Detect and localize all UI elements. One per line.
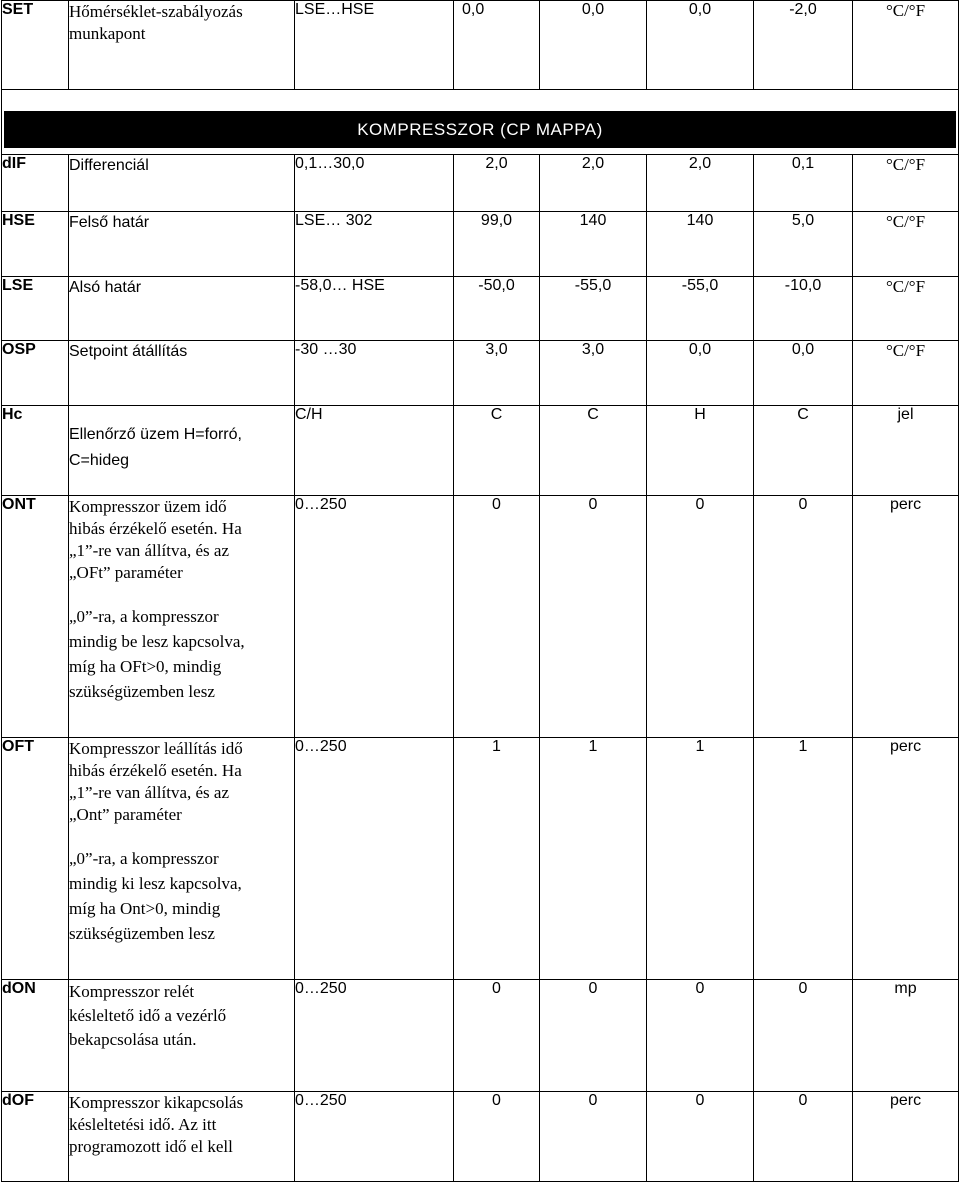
param-value-4: 0: [754, 496, 853, 738]
param-code: OFT: [2, 738, 69, 980]
param-code: Hc: [2, 406, 69, 496]
param-unit: mp: [853, 980, 959, 1092]
param-value-1: 1: [454, 738, 540, 980]
param-value-4: 5,0: [754, 212, 853, 277]
param-code: dON: [2, 980, 69, 1092]
param-value-2: 2,0: [540, 155, 647, 212]
param-description: Kompresszor kikapcsolás késleltetési idő. Az itt programozott idő el kell: [69, 1092, 295, 1182]
param-range: 0,1…30,0: [295, 155, 454, 212]
param-value-1: 99,0: [454, 212, 540, 277]
table-row: [2, 406, 959, 496]
param-code: HSE: [2, 212, 69, 277]
param-value-2: 3,0: [540, 341, 647, 406]
param-value-3: 0: [647, 496, 754, 738]
param-unit: jel: [853, 406, 959, 496]
param-value-2: 0,0: [540, 1, 647, 90]
param-value-3: 140: [647, 212, 754, 277]
param-range: -58,0… HSE: [295, 277, 454, 341]
table-row: [2, 1, 959, 90]
param-range: 0…250: [295, 738, 454, 980]
param-description: Alsó határ: [69, 277, 295, 341]
param-unit: perc: [853, 496, 959, 738]
param-unit: °C/°F: [853, 277, 959, 341]
param-value-1: 2,0: [454, 155, 540, 212]
param-value-4: 0: [754, 1092, 853, 1182]
param-range: 0…250: [295, 496, 454, 738]
param-value-3: 0,0: [647, 1, 754, 90]
param-description: Setpoint átállítás: [69, 341, 295, 406]
param-value-3: 0,0: [647, 341, 754, 406]
param-unit: °C/°F: [853, 212, 959, 277]
param-range: 0…250: [295, 980, 454, 1092]
param-value-4: -10,0: [754, 277, 853, 341]
param-description: Ellenőrző üzem H=forró, C=hideg: [69, 406, 295, 496]
table-row: [2, 212, 959, 277]
param-code: dIF: [2, 155, 69, 212]
parameter-table: [1, 0, 959, 1182]
param-value-2: C: [540, 406, 647, 496]
table-row: [2, 277, 959, 341]
table-row: [2, 1092, 959, 1182]
param-value-2: 1: [540, 738, 647, 980]
param-range: C/H: [295, 406, 454, 496]
param-value-4: 0,1: [754, 155, 853, 212]
param-value-4: -2,0: [754, 1, 853, 90]
table-row: [2, 341, 959, 406]
param-range: LSE…HSE: [295, 1, 454, 90]
param-description: Hőmérséklet-szabályozás munkapont: [69, 1, 295, 90]
param-value-2: 0: [540, 1092, 647, 1182]
table-row: [2, 980, 959, 1092]
table-row: [2, 155, 959, 212]
param-value-2: 0: [540, 980, 647, 1092]
table-row: [2, 496, 959, 738]
param-value-3: -55,0: [647, 277, 754, 341]
param-code: OSP: [2, 341, 69, 406]
param-value-1: 0: [454, 1092, 540, 1182]
param-description: Kompresszor üzem idő hibás érzékelő esetén. Ha „1”-re van állítva, és az „OFt” paraméter „0”-ra, a kompresszor mindig be lesz kapcsolva, míg ha OFt>0, mindig szükségüzemben lesz: [69, 496, 295, 738]
param-value-1: -50,0: [454, 277, 540, 341]
param-unit: perc: [853, 738, 959, 980]
param-value-3: 2,0: [647, 155, 754, 212]
param-value-1: C: [454, 406, 540, 496]
param-value-1: 0,0: [454, 1, 540, 90]
param-unit: perc: [853, 1092, 959, 1182]
table-row: [2, 738, 959, 980]
param-unit: °C/°F: [853, 155, 959, 212]
param-value-4: 1: [754, 738, 853, 980]
section-header-row: [2, 90, 959, 155]
param-range: 0…250: [295, 1092, 454, 1182]
param-code: SET: [2, 1, 69, 90]
param-value-4: 0: [754, 980, 853, 1092]
param-description: Differenciál: [69, 155, 295, 212]
param-value-1: 0: [454, 496, 540, 738]
param-value-3: 1: [647, 738, 754, 980]
param-unit: °C/°F: [853, 1, 959, 90]
param-value-1: 0: [454, 980, 540, 1092]
param-code: LSE: [2, 277, 69, 341]
param-value-1: 3,0: [454, 341, 540, 406]
param-value-2: 0: [540, 496, 647, 738]
param-value-2: -55,0: [540, 277, 647, 341]
param-code: ONT: [2, 496, 69, 738]
param-value-3: 0: [647, 1092, 754, 1182]
param-range: -30 …30: [295, 341, 454, 406]
param-code: dOF: [2, 1092, 69, 1182]
param-unit: °C/°F: [853, 341, 959, 406]
param-value-3: 0: [647, 980, 754, 1092]
param-value-2: 140: [540, 212, 647, 277]
param-value-4: 0,0: [754, 341, 853, 406]
param-value-3: H: [647, 406, 754, 496]
param-description: Kompresszor leállítás idő hibás érzékelő esetén. Ha „1”-re van állítva, és az „Ont” paraméter „0”-ra, a kompresszor mindig ki lesz kapcsolva, míg ha Ont>0, mindig szükségüzemben lesz: [69, 738, 295, 980]
param-value-4: C: [754, 406, 853, 496]
section-title: KOMPRESSZOR (CP MAPPA): [4, 111, 956, 148]
param-range: LSE… 302: [295, 212, 454, 277]
param-description: Kompresszor relét késleltető idő a vezérlő bekapcsolása után.: [69, 980, 295, 1092]
param-description: Felső határ: [69, 212, 295, 277]
